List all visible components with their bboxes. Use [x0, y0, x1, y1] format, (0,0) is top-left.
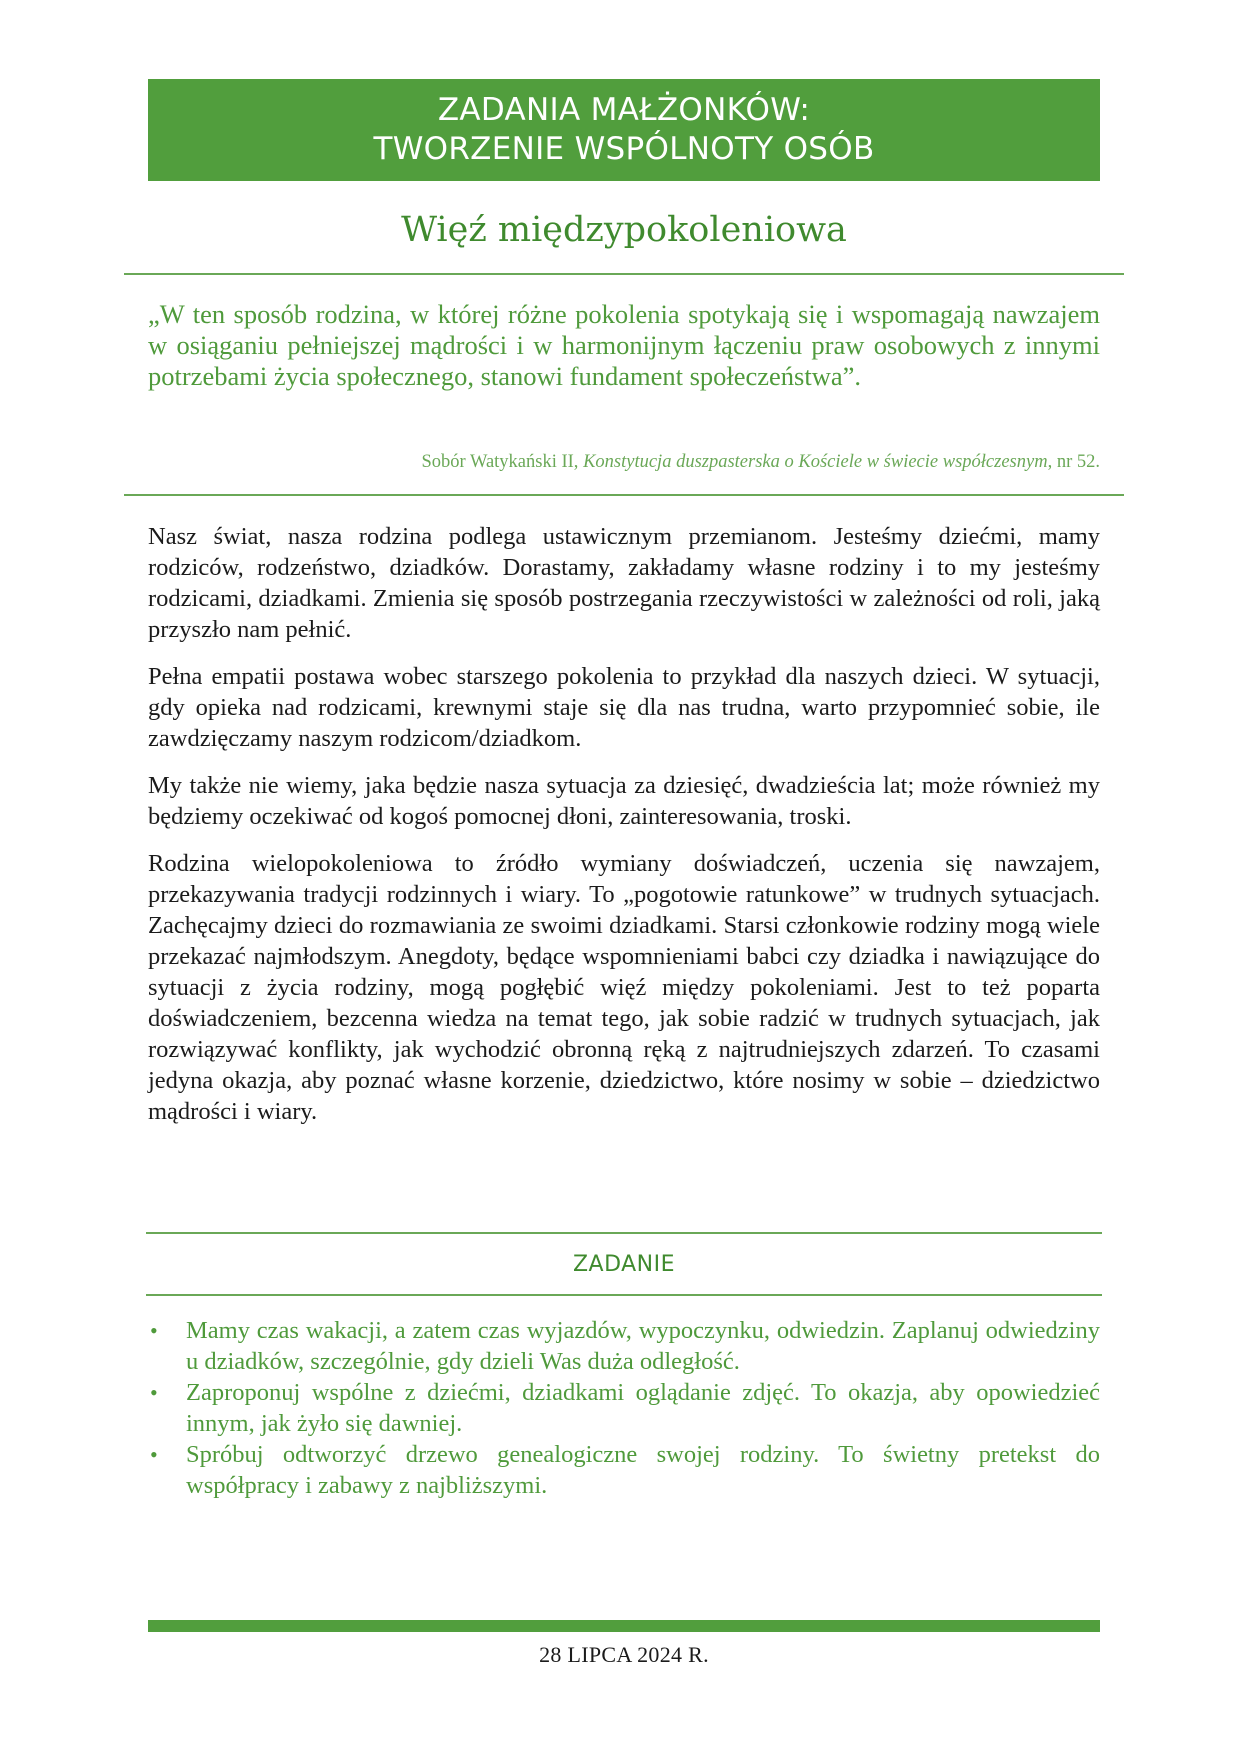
task-item [148, 1377, 1100, 1439]
quote-source-number: , nr 52. [1047, 452, 1100, 472]
header-title-line2: TWORZENIE WSPÓLNOTY OSÓB [373, 131, 875, 167]
body-text [148, 521, 1100, 1143]
bullet-icon: • [150, 1318, 158, 1343]
task-item [148, 1439, 1100, 1501]
body-paragraph: Nasz świat, nasza rodzina podlega ustawicznym przemianom. Jesteśmy dziećmi, mamy rodziców, rodzeństwo, dziadków. Dorastamy, zakładamy własne rodziny i to my jesteśmy rodzicami, dziadkami. Zmienia się sposób postrzegania rzeczywistości w zależności od roli, jaką przyszło nam pełnić. [148, 523, 1100, 643]
task-heading [146, 1232, 1102, 1296]
body-paragraph: My także nie wiemy, jaka będzie nasza sytuacja za dziesięć, dwadzieścia lat; może również my będziemy oczekiwać od kogoś pomocnej dłoni, zainteresowania, troski. [148, 772, 1100, 830]
quote-text: „W ten sposób rodzina, w której różne pokolenia spotykają się i wspomagają nawzajem w osiąganiu pełniejszej mądrości i w harmonijnym łączeniu praw osobowych z innymi potrzebami życia społecznego, stanowi fundament społeczeństwa”. [148, 299, 1100, 391]
bullet-icon: • [150, 1442, 158, 1467]
task-list [148, 1315, 1100, 1501]
quote-source [148, 449, 1100, 475]
task-item [148, 1315, 1100, 1377]
task-item-text: Spróbuj odtworzyć drzewo genealogiczne swojej rodziny. To świetny pretekst do współpracy i zabawy z najbliższymi. [186, 1441, 1100, 1499]
quote-top-divider [124, 273, 1124, 275]
quote-source-author: Sobór Watykański II, [421, 452, 584, 472]
bullet-icon: • [150, 1380, 158, 1405]
page-subtitle: Więź międzypokoleniowa [401, 210, 847, 250]
quote-source-title: Konstytucja duszpasterska o Kościele w świecie współczesnym [583, 452, 1048, 472]
task-heading-label: ZADANIE [572, 1251, 676, 1277]
footer-date: 28 LIPCA 2024 R. [539, 1642, 709, 1667]
task-item-text: Mamy czas wakacji, a zatem czas wyjazdów, wypoczynku, odwiedzin. Zaplanuj odwiedziny u dziadków, szczególnie, gdy dzieli Was duża odległość. [186, 1317, 1100, 1375]
header-banner [148, 79, 1100, 181]
quote-bottom-divider [124, 494, 1124, 496]
body-paragraph: Rodzina wielopokoleniowa to źródło wymiany doświadczeń, uczenia się nawzajem, przekazywania tradycji rodzinnych i wiary. To „pogotowie ratunkowe” w trudnych sytuacjach. Zachęcajmy dzieci do rozmawiania ze swoimi dziadkami. Starsi członkowie rodziny mogą wiele przekazać najmłodszym. Anegdoty, będące wspomnieniami babci czy dziadka i nawiązujące do sytuacji z życia rodziny, mogą pogłębić więź między pokoleniami. Jest to też poparta doświadczeniem, bezcenna wiedza na temat tego, jak sobie radzić w trudnych sytuacjach, jak rozwiązywać konflikty, jak wychodzić obronną ręką z najtrudniejszych zdarzeń. To czasami jedyna okazja, aby poznać własne korzenie, dziedzictwo, które nosimy w sobie – dziedzictwo mądrości i wiary. [148, 850, 1100, 1125]
footer-bar [148, 1620, 1100, 1632]
task-item-text: Zaproponuj wspólne z dziećmi, dziadkami oglądanie zdjęć. To okazja, aby opowiedzieć innym, jak żyło się dawniej. [186, 1379, 1100, 1437]
header-title-line1: ZADANIA MAŁŻONKÓW: [437, 92, 811, 128]
body-paragraph: Pełna empatii postawa wobec starszego pokolenia to przykład dla naszych dzieci. W sytuacji, gdy opieka nad rodzicami, krewnymi staje się dla nas trudna, warto przypomnieć sobie, ile zawdzięczamy naszym rodzicom/dziadkom. [148, 663, 1100, 752]
